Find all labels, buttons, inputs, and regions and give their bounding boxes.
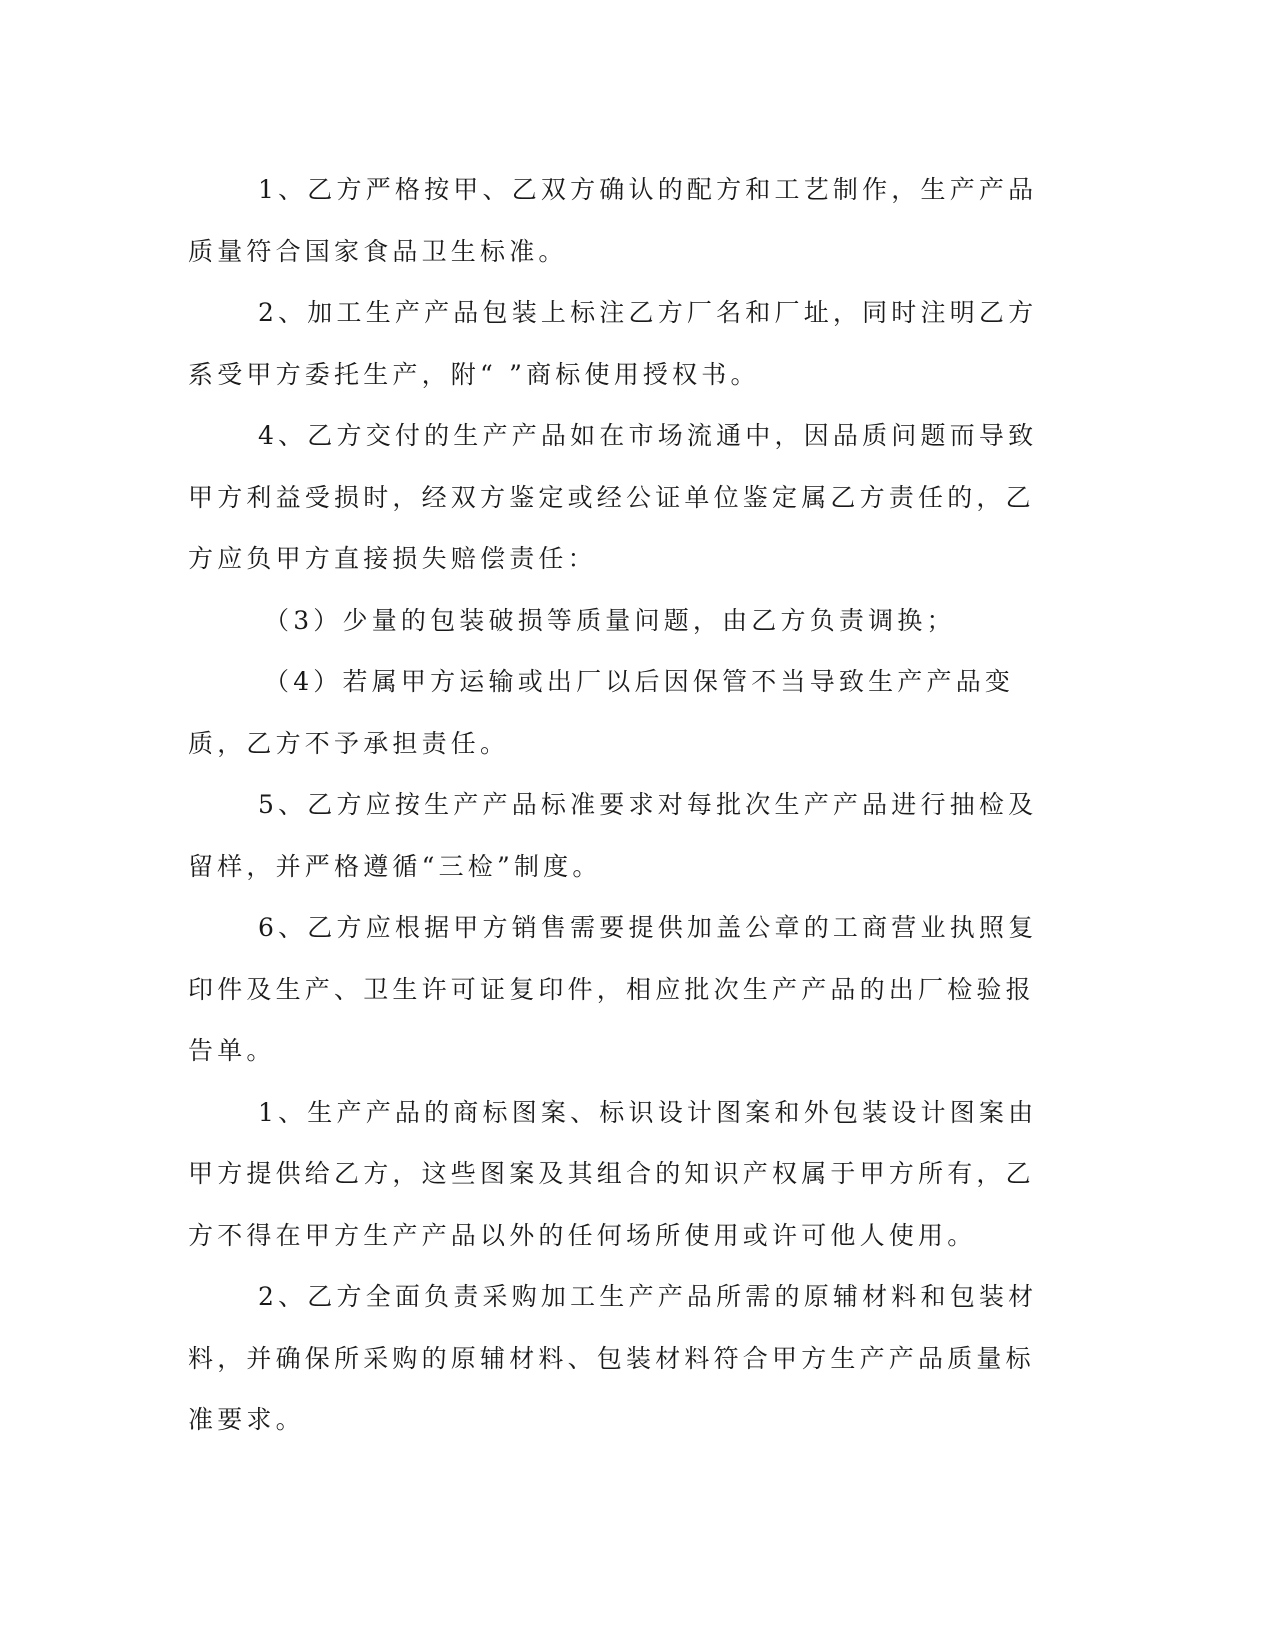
- paragraph-sampling: 5、乙方应按生产产品标准要求对每批次生产产品进行抽检及留样，并严格遵循“三检”制度。: [188, 790, 1038, 881]
- paragraph-quality-standard: 1、乙方严格按甲、乙双方确认的配方和工艺制作，生产产品质量符合国家食品卫生标准。: [188, 175, 1038, 266]
- paragraph-materials: 2、乙方全面负责采购加工生产产品所需的原辅材料和包装材料，并确保所采购的原辅材料、包装材料符合甲方生产产品质量标准要求。: [188, 1282, 1038, 1434]
- document-body: [188, 159, 1056, 1451]
- paragraph-liability-item-4: （4）若属甲方运输或出厂以后因保管不当导致生产产品变质，乙方不予承担责任。: [188, 667, 1015, 758]
- paragraph-packaging-label: 2、加工生产产品包装上标注乙方厂名和厂址，同时注明乙方系受甲方委托生产，附“ ”商标使用授权书。: [188, 298, 1038, 389]
- paragraph-documents: 6、乙方应根据甲方销售需要提供加盖公章的工商营业执照复印件及生产、卫生许可证复印件，相应批次生产产品的出厂检验报告单。: [188, 913, 1038, 1065]
- paragraph-liability: 4、乙方交付的生产产品如在市场流通中，因品质问题而导致甲方利益受损时，经双方鉴定或经公证单位鉴定属乙方责任的，乙方应负甲方直接损失赔偿责任：: [188, 421, 1038, 573]
- paragraph-liability-item-3: （3）少量的包装破损等质量问题，由乙方负责调换；: [264, 605, 956, 635]
- paragraph-trademark: 1、生产产品的商标图案、标识设计图案和外包装设计图案由甲方提供给乙方，这些图案及其组合的知识产权属于甲方所有，乙方不得在甲方生产产品以外的任何场所使用或许可他人使用。: [188, 1097, 1038, 1250]
